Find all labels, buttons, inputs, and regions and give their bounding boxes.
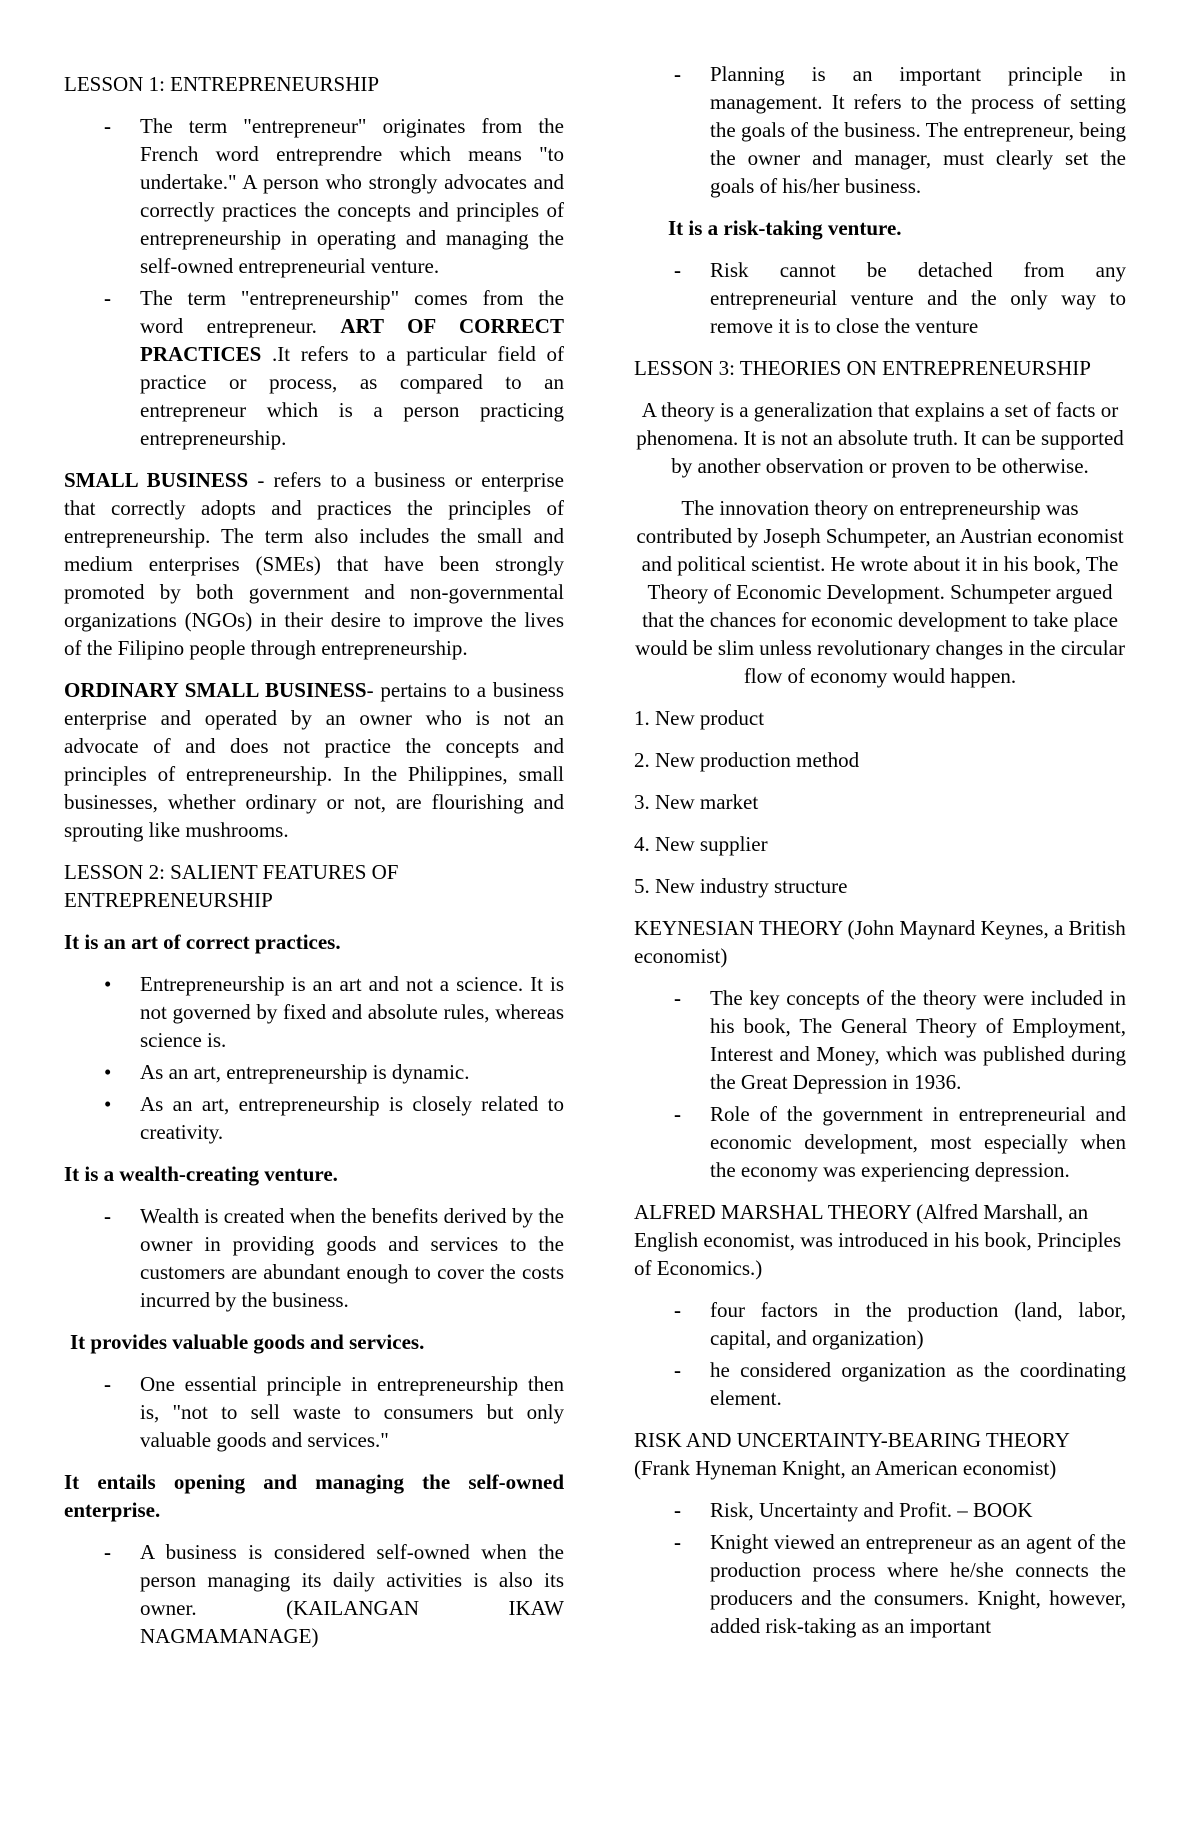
- innovation-list-item-2: [634, 746, 1126, 774]
- knight-book-item: [634, 1496, 1126, 1524]
- text-run: LESSON 3: THEORIES ON ENTREPRENEURSHIP: [634, 356, 1091, 380]
- text-run: - pertains to a business enterprise and operated by an owner who is not an advocate of and does not practice the concepts and principles of entrepreneurship. In the Philippines, small businesses, whether ordinary or not, are flourishing and sprouting like mushrooms.: [64, 678, 564, 842]
- text-run: It is a wealth-creating venture.: [64, 1162, 338, 1186]
- dash-marker: -: [674, 62, 681, 86]
- text-run: It is a risk-taking venture.: [668, 216, 902, 240]
- lesson-2-heading: [64, 858, 564, 914]
- bold-text-run: ART OF CORRECT PRACTICES: [140, 314, 564, 366]
- text-run: The innovation theory on entrepreneurship was contributed by Joseph Schumpeter, an Austrian economist and political scientist. He wrote about it in his book, The Theory of Economic Development. Schumpeter argued that the chances for economic development to take place would be slim unless revolutionary changes in the circular flow of economy would happen.: [635, 496, 1125, 688]
- innovation-list-item-5: [634, 872, 1126, 900]
- dash-marker: -: [104, 286, 111, 310]
- bullet-marker: •: [104, 1092, 112, 1116]
- feature-art-heading: [64, 928, 564, 956]
- planning-item: [634, 60, 1126, 200]
- marshall-factors-item: [634, 1296, 1126, 1352]
- art-not-science-item: [64, 970, 564, 1054]
- dash-marker: -: [674, 1530, 681, 1554]
- dash-marker: -: [674, 1498, 681, 1522]
- text-run: It entails opening and managing the self-owned enterprise.: [64, 1470, 564, 1522]
- text-run: 2. New production method: [634, 748, 860, 772]
- dash-marker: -: [674, 1358, 681, 1382]
- lesson-3-heading: [634, 354, 1126, 382]
- dash-marker: -: [674, 1298, 681, 1322]
- dash-marker: -: [674, 1102, 681, 1126]
- text-run: ALFRED MARSHAL THEORY (Alfred Marshall, an English economist, was introduced in his book, Principles of Economics.): [634, 1200, 1122, 1280]
- text-run: RISK AND UNCERTAINTY-BEARING THEORY (Frank Hyneman Knight, an American economist): [634, 1428, 1070, 1480]
- knight-agent-item: [634, 1528, 1126, 1640]
- risk-item: [634, 256, 1126, 340]
- text-run: The term "entrepreneur" originates from the French word entreprendre which means "to undertake." A person who strongly advocates and correctly practices the concepts and principles of entrepreneurship in operating and managing the self-owned entrepreneurial venture.: [140, 114, 564, 278]
- right-column: [634, 56, 1126, 1644]
- dash-marker: -: [104, 1540, 111, 1564]
- feature-wealth-heading: [64, 1160, 564, 1188]
- innovation-list-item-4: [634, 830, 1126, 858]
- feature-self-owned-heading: [64, 1468, 564, 1524]
- self-owned-item: [64, 1538, 564, 1650]
- bold-text-run: SMALL BUSINESS: [64, 468, 249, 492]
- text-run: It provides valuable goods and services.: [70, 1330, 425, 1354]
- innovation-list-item-3: [634, 788, 1126, 816]
- art-creativity-item: [64, 1090, 564, 1146]
- text-run: Wealth is created when the benefits derived by the owner in providing goods and services to the customers are abundant enough to cover the costs incurred by the business.: [140, 1204, 564, 1312]
- text-run: Role of the government in entrepreneurial and economic development, most especially when the economy was experiencing depression.: [710, 1102, 1126, 1182]
- text-run: Risk cannot be detached from any entrepreneurial venture and the only way to remove it is to close the venture: [710, 258, 1126, 338]
- text-run: .It refers to a particular field of practice or process, as compared to an entrepreneur which is a person practicing entrepreneurship.: [140, 342, 564, 450]
- text-run: The key concepts of the theory were included in his book, The General Theory of Employment, Interest and Money, which was published during the Great Depression in 1936.: [710, 986, 1126, 1094]
- dash-marker: -: [104, 1204, 111, 1228]
- text-run: 1. New product: [634, 706, 765, 730]
- text-run: The term "entrepreneurship" comes from the word entrepreneur.: [140, 286, 564, 338]
- keynesian-government-item: [634, 1100, 1126, 1184]
- dash-marker: -: [674, 258, 681, 282]
- text-run: One essential principle in entrepreneurship then is, "not to sell waste to consumers but only valuable goods and services.": [140, 1372, 564, 1452]
- theory-definition-paragraph: [634, 396, 1126, 480]
- marshall-organization-item: [634, 1356, 1126, 1412]
- dash-marker: -: [674, 986, 681, 1010]
- innovation-theory-paragraph: [634, 494, 1126, 690]
- marshall-theory-heading: [634, 1198, 1126, 1282]
- text-run: A business is considered self-owned when the person managing its daily activities is also its owner. (KAILANGAN IKAW NAGMAMANAGE): [140, 1540, 564, 1648]
- art-dynamic-item: [64, 1058, 564, 1086]
- text-run: Entrepreneurship is an art and not a science. It is not governed by fixed and absolute rules, whereas science is.: [140, 972, 564, 1052]
- keynesian-theory-heading: [634, 914, 1126, 970]
- bullet-marker: •: [104, 972, 112, 996]
- dash-marker: -: [104, 114, 111, 138]
- wealth-created-item: [64, 1202, 564, 1314]
- essential-principle-item: [64, 1370, 564, 1454]
- text-run: four factors in the production (land, labor, capital, and organization): [710, 1298, 1126, 1350]
- innovation-list-item-1: [634, 704, 1126, 732]
- lesson-1-heading: [64, 70, 564, 98]
- text-run: It is an art of correct practices.: [64, 930, 341, 954]
- dash-marker: -: [104, 1372, 111, 1396]
- text-run: KEYNESIAN THEORY (John Maynard Keynes, a British economist): [634, 916, 1126, 968]
- text-run: 4. New supplier: [634, 832, 768, 856]
- text-run: Risk, Uncertainty and Profit. – BOOK: [710, 1498, 1033, 1522]
- bold-text-run: ORDINARY SMALL BUSINESS: [64, 678, 367, 702]
- risk-uncertainty-theory-heading: [634, 1426, 1126, 1482]
- feature-goods-heading: [64, 1328, 564, 1356]
- text-run: A theory is a generalization that explains a set of facts or phenomena. It is not an absolute truth. It can be supported by another observation or proven to be otherwise.: [636, 398, 1124, 478]
- text-run: - refers to a business or enterprise that correctly adopts and practices the principles of entrepreneurship. The term also includes the small and medium enterprises (SMEs) that have been strongly promoted by both government and non-governmental organizations (NGOs) in their desire to improve the lives of the Filipino people through entrepreneurship.: [64, 468, 564, 660]
- text-run: LESSON 1: ENTREPRENEURSHIP: [64, 72, 380, 96]
- ordinary-small-business-paragraph: [64, 676, 564, 844]
- text-run: 3. New market: [634, 790, 759, 814]
- text-run: As an art, entrepreneurship is dynamic.: [140, 1060, 470, 1084]
- entrepreneur-origin-item: [64, 112, 564, 280]
- text-run: 5. New industry structure: [634, 874, 848, 898]
- small-business-paragraph: [64, 466, 564, 662]
- text-run: As an art, entrepreneurship is closely related to creativity.: [140, 1092, 564, 1144]
- text-run: Planning is an important principle in management. It refers to the process of setting the goals of the business. The entrepreneur, being the owner and manager, must clearly set the goals of his/her business.: [710, 62, 1126, 198]
- bullet-marker: •: [104, 1060, 112, 1084]
- text-run: Knight viewed an entrepreneur as an agent of the production process where he/she connects the producers and the consumers. Knight, however, added risk-taking as an important: [710, 1530, 1126, 1638]
- text-run: he considered organization as the coordinating element.: [710, 1358, 1126, 1410]
- entrepreneurship-origin-item: [64, 284, 564, 452]
- feature-risk-heading: [634, 214, 1126, 242]
- left-column: [64, 56, 564, 1654]
- text-run: LESSON 2: SALIENT FEATURES OF ENTREPRENEURSHIP: [64, 860, 399, 912]
- keynesian-book-item: [634, 984, 1126, 1096]
